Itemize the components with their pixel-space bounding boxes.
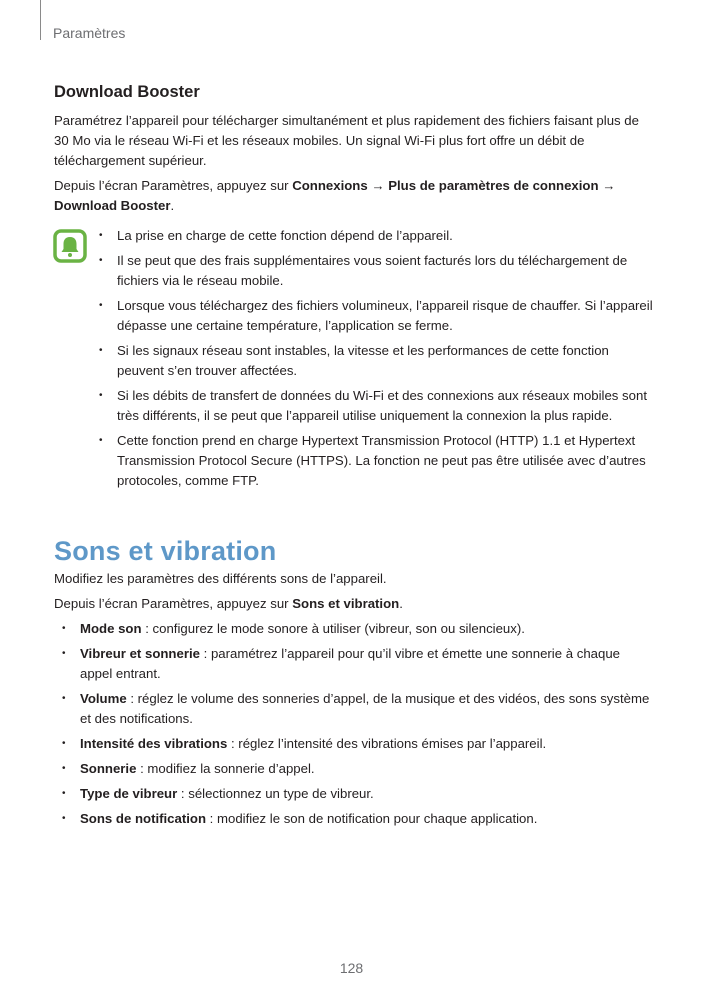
section-title-text: Sons et vibration [54,536,277,566]
list-item [62,644,654,684]
download-booster-title: Download Booster [54,83,200,101]
item-term: Intensité des vibrations [80,736,228,751]
sons-path [54,594,654,614]
note-block [54,226,654,496]
path-suffix: . [170,198,175,213]
path-arrow: → [367,178,389,193]
download-booster-path [54,176,654,216]
item-term: Sonnerie [80,761,137,776]
path-prefix: Depuis l’écran Paramètres, appuyez sur [54,596,293,611]
list-item [62,734,654,754]
download-booster-intro: Paramétrez l’appareil pour télécharger simultanément et plus rapidement des fichiers faisant plus de 30 Mo via le réseau Wi-Fi et les réseaux mobiles. Un signal Wi-Fi plus fort offre un débit de téléchargement supérieur. [54,113,639,168]
note-item: • Lorsque vous téléchargez des fichiers volumineux, l’appareil risque de chauffer. Si l’appareil dépasse une certaine température, l’application se ferme. [99,296,654,336]
item-term: Mode son [80,621,142,636]
sons-options-list [54,619,654,829]
note-item: • Si les débits de transfert de données du Wi-Fi et des connexions aux réseaux mobiles sont très différents, il se peut que l’appareil utilise uniquement la connexion la plus rapide. [99,386,654,426]
list-item [62,619,654,639]
page-number: 128 [339,960,364,976]
item-desc: : réglez le volume des sonneries d’appel, de la musique et des vidéos, des sons système et des notifications. [80,691,650,726]
item-desc: : paramétrez l’appareil pour qu’il vibre et émette une sonnerie à chaque appel entrant. [80,646,621,681]
page-content [54,82,654,834]
path-sons: Sons et vibration [292,596,400,611]
note-item: • La prise en charge de cette fonction dépend de l’appareil. [99,226,654,246]
sons-intro: Modifiez les paramètres des différents sons de l’appareil. [54,571,387,586]
note-item: • Il se peut que des frais supplémentaires vous soient facturés lors du téléchargement de fichiers via le réseau mobile. [99,251,654,291]
running-title: Paramètres [53,25,126,41]
item-term: Vibreur et sonnerie [80,646,200,661]
item-desc: : modifiez le son de notification pour chaque application. [206,811,538,826]
path-arrow: → [598,178,616,193]
item-desc: : sélectionnez un type de vibreur. [177,786,374,801]
path-suffix: . [399,596,403,611]
bell-icon [53,229,89,496]
note-item: • Cette fonction prend en charge Hypertext Transmission Protocol (HTTP) 1.1 et Hypertext Transmission Protocol Secure (HTTPS). La fonction ne peut pas être utilisée avec d’autres protocoles, comme FTP. [99,431,654,491]
item-term: Volume [80,691,127,706]
header-rule [40,0,41,40]
note-list [89,226,654,496]
path-download-booster: Download Booster [54,198,171,213]
path-connexions: Connexions [292,178,368,193]
item-desc: : modifiez la sonnerie d’appel. [136,761,315,776]
list-item [62,809,654,829]
item-desc: : réglez l’intensité des vibrations émises par l’appareil. [227,736,547,751]
list-item [62,784,654,804]
item-desc: : configurez le mode sonore à utiliser (vibreur, son ou silencieux). [141,621,525,636]
path-prefix: Depuis l’écran Paramètres, appuyez sur [54,178,293,193]
list-item [62,689,654,729]
path-more-settings: Plus de paramètres de connexion [388,178,599,193]
section-title [54,536,654,566]
list-item [62,759,654,779]
item-term: Type de vibreur [80,786,178,801]
note-item: • Si les signaux réseau sont instables, la vitesse et les performances de cette fonction peuvent s’en trouver affectées. [99,341,654,381]
item-term: Sons de notification [80,811,207,826]
